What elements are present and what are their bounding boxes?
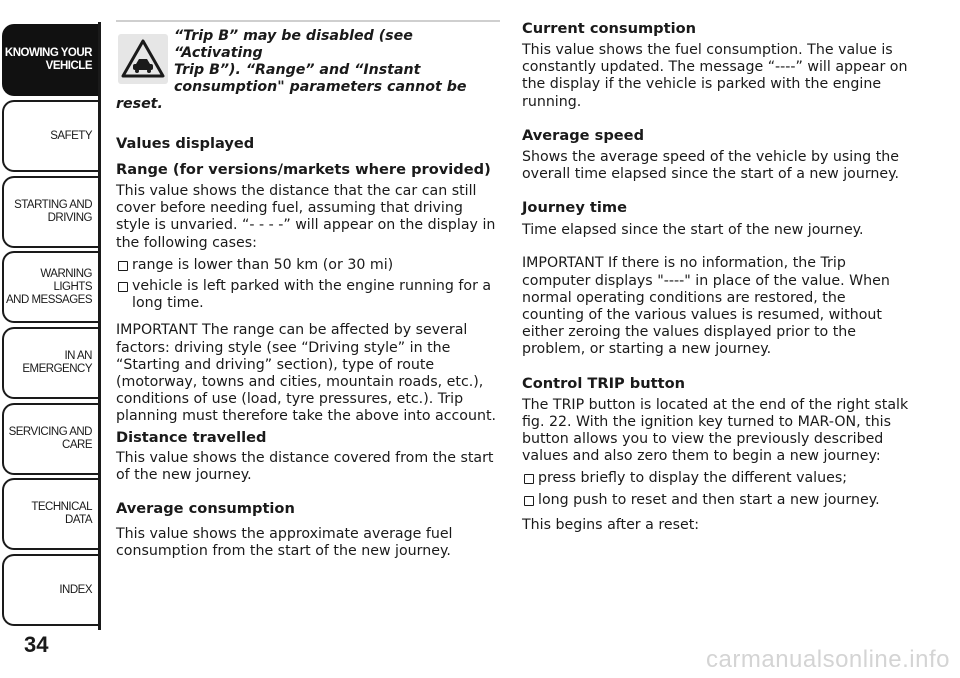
average-consumption-text: This value shows the approximate average fuel consumption from the start of the new journey.: [116, 526, 453, 560]
right-column: [522, 20, 910, 534]
distance-heading: Distance travelled: [116, 428, 267, 446]
list-item: range is lower than 50 km (or 30 mi): [116, 257, 500, 274]
tab-warning-lights[interactable]: WARNING LIGHTS AND MESSAGES: [2, 251, 98, 323]
current-consumption-heading: Current consumption: [522, 20, 697, 37]
trip-button-text: The TRIP button is located at the end of the right stalk fig. 22. With the ignition key turned to MAR-ON, this button allows you to view the previously described values and also zero them to begin a new journey:: [522, 396, 909, 465]
after-reset-text: This begins after a reset:: [522, 516, 700, 533]
list-item: long push to reset and then start a new journey.: [522, 492, 910, 509]
watermark: carmanualsonline.info: [706, 646, 950, 673]
average-consumption-heading: Average consumption: [116, 500, 295, 518]
journey-time-heading: Journey time: [522, 199, 628, 217]
car-warning-icon: [118, 34, 168, 84]
left-column: [116, 20, 500, 560]
tab-technical-data[interactable]: TECHNICAL DATA: [2, 478, 98, 550]
tab-servicing-and-care[interactable]: SERVICING AND CARE: [2, 403, 98, 475]
average-speed-heading: Average speed: [522, 126, 645, 144]
journey-time-text: Time elapsed since the start of the new journey.: [522, 222, 864, 239]
trip-button-heading: Control TRIP button: [522, 374, 686, 392]
list-item: vehicle is left parked with the engine running for a long time.: [116, 278, 500, 312]
trip-important-text: IMPORTANT If there is no information, the Trip computer displays "----" in place of the value. When normal operating conditions are restored, the counting of the various values is resumed, without either zeroing the values displayed prior to the problem, or starting a new journey.: [522, 255, 890, 358]
distance-text: This value shows the distance covered from the start of the new journey.: [116, 449, 494, 483]
trip-bullet-list: [522, 470, 910, 508]
current-consumption-text: This value shows the fuel consumption. The value is constantly updated. The message “----” will appear on the display if the vehicle is parked with the engine running.: [522, 42, 908, 110]
warning-line-3: consumption" parameters cannot be: [174, 79, 467, 95]
section-sidebar: [0, 0, 101, 678]
sidebar-rail: [98, 22, 101, 630]
tab-starting-and-driving[interactable]: STARTING AND DRIVING: [2, 176, 98, 248]
range-text: This value shows the distance that the car can still cover before needing fuel, assuming that driving style is unvaried. “- - - -” will appear on the display in the following cases:: [116, 183, 496, 251]
values-displayed-heading: Values displayed: [116, 135, 255, 152]
tab-safety[interactable]: SAFETY: [2, 100, 98, 172]
tab-index[interactable]: INDEX: [2, 554, 98, 626]
tab-knowing-your-vehicle[interactable]: KNOWING YOUR VEHICLE: [2, 24, 98, 96]
average-speed-text: Shows the average speed of the vehicle by using the overall time elapsed since the start of a new journey.: [522, 148, 900, 183]
page-number: 34: [24, 632, 49, 657]
warning-line-1: “Trip B” may be disabled (see “Activating: [174, 28, 413, 61]
list-item: press briefly to display the different values;: [522, 470, 910, 487]
warning-line-2: Trip B”). “Range” and “Instant: [174, 62, 421, 78]
range-important-text: IMPORTANT The range can be affected by several factors: driving style (see “Driving style” in the “Starting and driving” section), type of route (motorway, towns and cities, mountain roads, etc.), conditions of use (load, tyre pressures, etc.). Trip planning must therefore take the above into account.: [116, 322, 497, 425]
range-heading: Range (for versions/markets where provided): [116, 161, 491, 178]
warning-note: [116, 20, 500, 113]
range-bullet-list: [116, 257, 500, 313]
tab-in-an-emergency[interactable]: IN AN EMERGENCY: [2, 327, 98, 399]
warning-line-4: reset.: [116, 96, 163, 112]
